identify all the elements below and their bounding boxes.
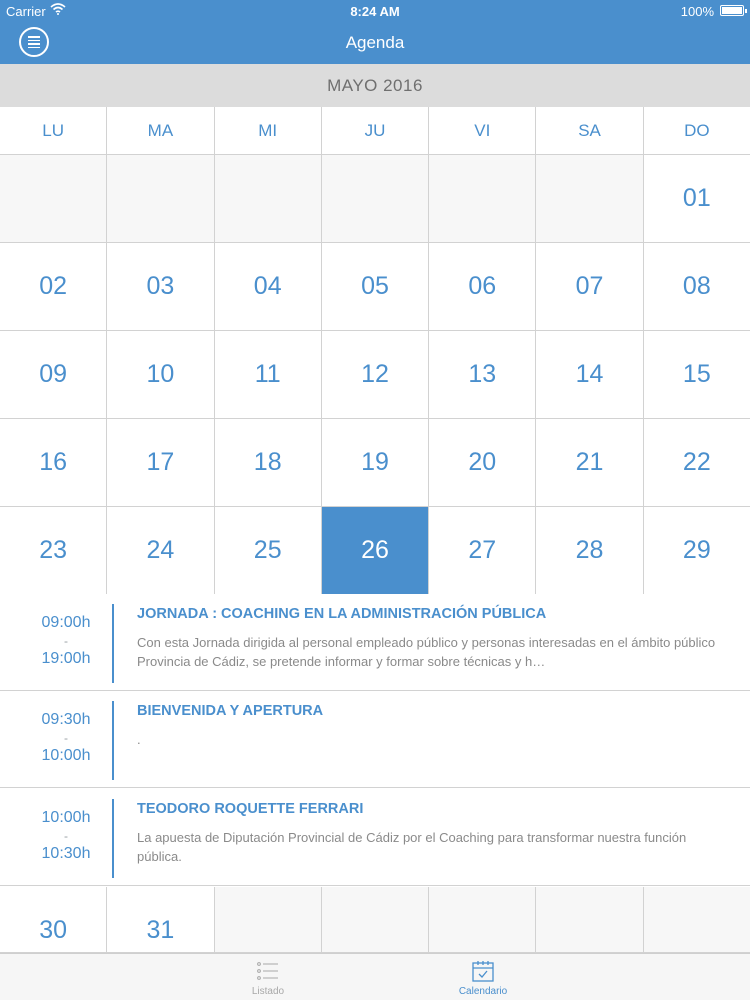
event-divider — [112, 799, 114, 878]
calendar-week — [0, 243, 750, 331]
event-title: BIENVENIDA Y APERTURA — [137, 703, 324, 719]
calendar-day[interactable]: 12 — [322, 331, 429, 418]
calendar-day[interactable]: 05 — [322, 243, 429, 330]
calendar-day[interactable]: 24 — [107, 507, 214, 594]
calendar-empty-cell — [536, 887, 643, 952]
time-separator: - — [64, 829, 68, 843]
event-title: TEODORO ROQUETTE FERRARI — [137, 801, 364, 817]
event-title: JORNADA : COACHING EN LA ADMINISTRACIÓN PÚBLICA — [137, 606, 547, 622]
calendar-icon — [471, 959, 495, 983]
calendar-empty-cell — [536, 155, 643, 242]
weekday-header — [0, 107, 750, 155]
calendar-week — [0, 331, 750, 419]
nav-bar — [0, 22, 750, 64]
calendar-day[interactable]: 31 — [107, 887, 214, 952]
calendar-day[interactable]: 28 — [536, 507, 643, 594]
weekday-label: MI — [215, 107, 322, 154]
event-start-time: 09:00h — [41, 614, 91, 631]
event-start-time: 10:00h — [41, 809, 91, 826]
calendar-day[interactable]: 20 — [429, 419, 536, 506]
calendar-day[interactable]: 27 — [429, 507, 536, 594]
calendar-empty-cell — [322, 155, 429, 242]
event-description: La apuesta de Diputación Provincial de Cádiz por el Coaching para transformar nuestra función pública. — [137, 830, 687, 864]
event-description: . — [137, 732, 141, 747]
event-item[interactable] — [0, 789, 750, 886]
event-item[interactable] — [0, 594, 750, 691]
list-icon — [256, 959, 280, 983]
month-header: MAYO 2016 — [0, 64, 750, 107]
tab-calendario[interactable] — [423, 954, 543, 1000]
calendar-day[interactable]: 29 — [644, 507, 750, 594]
weekday-label: SA — [536, 107, 643, 154]
tab-label: Calendario — [458, 986, 508, 997]
battery-percent: 100% — [680, 4, 714, 19]
event-start-time: 09:30h — [41, 711, 91, 728]
calendar-empty-cell — [644, 887, 750, 952]
time-separator: - — [64, 731, 68, 745]
calendar-day[interactable]: 08 — [644, 243, 750, 330]
calendar-empty-cell — [0, 155, 107, 242]
calendar-day[interactable]: 04 — [215, 243, 322, 330]
calendar-day[interactable]: 14 — [536, 331, 643, 418]
calendar-day[interactable]: 09 — [0, 331, 107, 418]
weekday-label: LU — [0, 107, 107, 154]
tab-bar — [0, 953, 750, 1000]
calendar-day[interactable]: 16 — [0, 419, 107, 506]
event-divider — [112, 604, 114, 683]
calendar-day[interactable]: 23 — [0, 507, 107, 594]
calendar-day[interactable]: 02 — [0, 243, 107, 330]
weekday-label: MA — [107, 107, 214, 154]
battery-icon — [720, 5, 744, 16]
calendar-week — [0, 155, 750, 243]
event-divider — [112, 701, 114, 780]
calendar-week — [0, 507, 750, 595]
status-bar — [0, 0, 750, 22]
tab-listado[interactable] — [208, 954, 328, 1000]
time-separator: - — [64, 634, 68, 648]
event-end-time: 19:00h — [41, 650, 91, 667]
calendar-day[interactable]: 11 — [215, 331, 322, 418]
page-title: Agenda — [345, 33, 405, 52]
event-description: Con esta Jornada dirigida al personal empleado público y personas interesadas en el ámbito público Provincia de Cádiz, se pretende informar y formar sobre técnicas y h… — [137, 635, 716, 669]
calendar-empty-cell — [107, 155, 214, 242]
calendar-empty-cell — [322, 887, 429, 952]
calendar-day[interactable]: 21 — [536, 419, 643, 506]
event-end-time: 10:30h — [41, 845, 91, 862]
calendar-week — [0, 887, 750, 953]
calendar-day[interactable]: 15 — [644, 331, 750, 418]
calendar-day[interactable]: 18 — [215, 419, 322, 506]
calendar-day[interactable]: 10 — [107, 331, 214, 418]
weekday-label: DO — [684, 121, 710, 140]
event-list — [0, 594, 750, 887]
tab-label: Listado — [251, 986, 285, 997]
calendar-empty-cell — [429, 155, 536, 242]
calendar-day[interactable]: 13 — [429, 331, 536, 418]
calendar-day[interactable]: 03 — [107, 243, 214, 330]
calendar-day-selected[interactable]: 26 — [322, 507, 429, 594]
event-item[interactable] — [0, 691, 750, 788]
event-end-time: 10:00h — [41, 747, 91, 764]
clock: 8:24 AM — [350, 4, 400, 19]
calendar-day[interactable]: 01 — [644, 155, 750, 242]
carrier-label: Carrier — [6, 4, 46, 19]
calendar-day[interactable]: 25 — [215, 507, 322, 594]
calendar-day[interactable]: 19 — [322, 419, 429, 506]
weekday-label: JU — [322, 107, 429, 154]
calendar-day[interactable]: 06 — [429, 243, 536, 330]
calendar-day[interactable]: 22 — [644, 419, 750, 506]
calendar-week — [0, 419, 750, 507]
calendar-empty-cell — [215, 155, 322, 242]
calendar-day[interactable]: 07 — [536, 243, 643, 330]
calendar-day[interactable]: 17 — [107, 419, 214, 506]
calendar-empty-cell — [215, 887, 322, 952]
weekday-label: VI — [429, 107, 536, 154]
calendar-day[interactable]: 30 — [0, 887, 107, 952]
calendar-empty-cell — [429, 887, 536, 952]
